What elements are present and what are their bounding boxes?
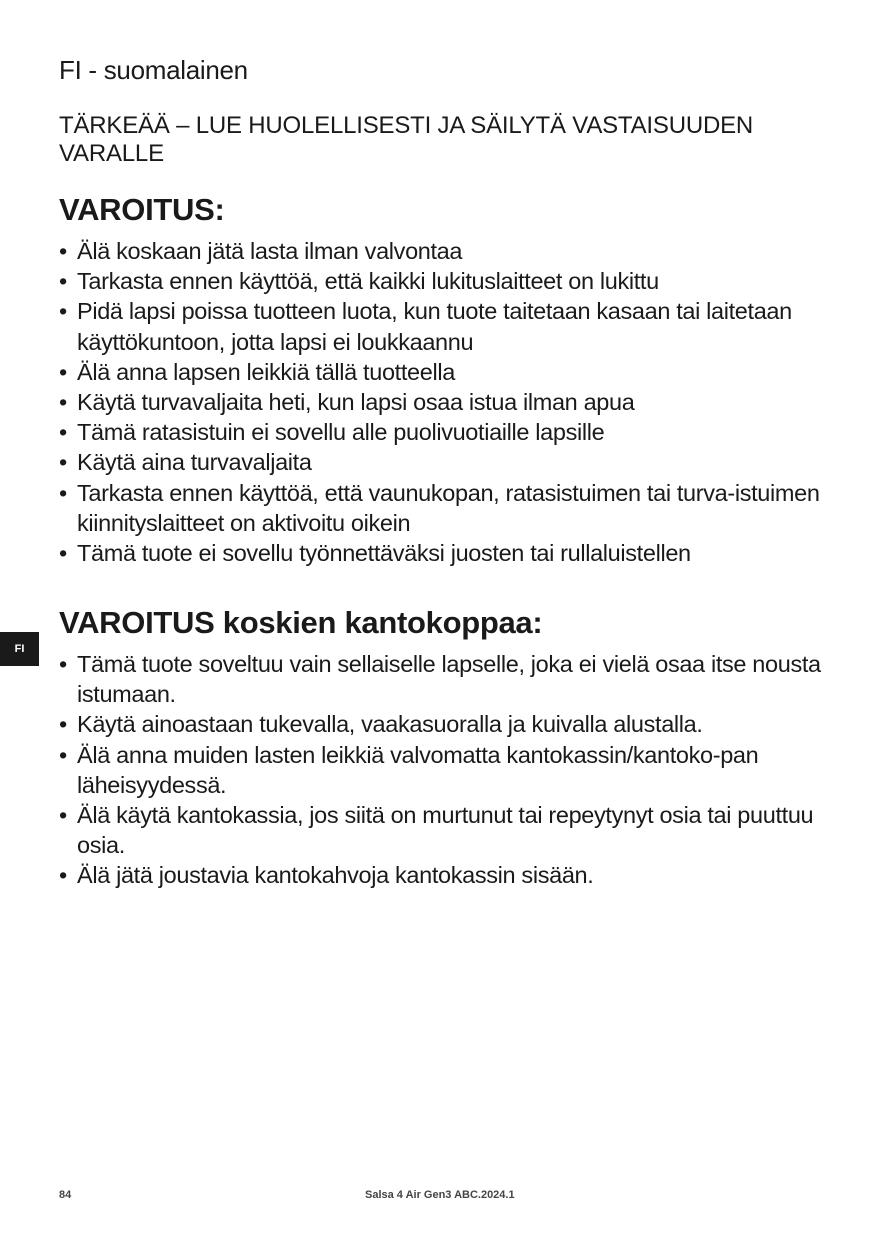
list-item: • Älä anna lapsen leikkiä tällä tuotteella	[59, 357, 829, 387]
language-side-tab: FI	[0, 632, 39, 666]
list-item: • Käytä turvavaljaita heti, kun lapsi osaa istua ilman apua	[59, 387, 829, 417]
list-item: • Älä käytä kantokassia, jos siitä on murtunut tai repeytynyt osia tai puuttuu osia.	[59, 802, 814, 859]
list-item: • Käytä aina turvavaljaita	[59, 447, 829, 477]
list-item: • Käytä ainoastaan tukevalla, vaakasuoralla ja kuivalla alustalla.	[59, 709, 829, 739]
warning-title: VAROITUS:	[59, 192, 225, 227]
warning-section-carrycot	[59, 603, 829, 891]
bullet-icon: •	[59, 419, 67, 446]
list-item: • Tarkasta ennen käyttöä, että vaunukopan, ratasistuimen tai turva-istuimen kiinnityslaitteet on aktivoitu oikein	[59, 479, 820, 536]
bullet-icon: •	[59, 298, 67, 325]
warning-title: VAROITUS koskien kantokoppaa:	[59, 605, 543, 640]
list-item: • Pidä lapsi poissa tuotteen luota, kun tuote taitetaan kasaan tai laitetaan käyttökuntoon, jotta lapsi ei loukkaannu	[59, 298, 792, 355]
list-item: • Älä jätä joustavia kantokahvoja kantokassin sisään.	[59, 860, 829, 890]
bullet-icon: •	[59, 358, 67, 385]
list-item: • Älä koskaan jätä lasta ilman valvontaa	[59, 236, 829, 266]
list-item: • Tämä tuote soveltuu vain sellaiselle lapselle, joka ei vielä osaa itse nousta istumaan.	[59, 651, 821, 708]
bullet-icon: •	[59, 862, 67, 889]
bullet-icon: •	[59, 711, 67, 738]
list-item: • Tarkasta ennen käyttöä, että kaikki lukituslaitteet on lukittu	[59, 266, 829, 296]
bullet-icon: •	[59, 389, 67, 416]
bullet-icon: •	[59, 479, 67, 506]
page-number: 84	[59, 1189, 72, 1201]
bullet-icon: •	[59, 651, 67, 677]
bullet-icon: •	[59, 238, 67, 264]
list-item: • Tämä tuote ei sovellu työnnettäväksi juosten tai rullaluistellen	[59, 538, 829, 568]
bullet-icon: •	[59, 268, 67, 295]
warning-list	[59, 236, 829, 568]
bullet-icon: •	[59, 540, 67, 567]
important-notice: TÄRKEÄÄ – LUE HUOLELLISESTI JA SÄILYTÄ VASTAISUUDEN VARALLE	[59, 112, 754, 167]
language-heading: FI - suomalainen	[59, 55, 248, 85]
list-item: • Tämä ratasistuin ei sovellu alle puolivuotiaille lapsille	[59, 417, 829, 447]
list-item: • Älä anna muiden lasten leikkiä valvomatta kantokassin/kantoko-pan läheisyydessä.	[59, 741, 759, 798]
warning-section-general	[59, 190, 829, 568]
document-id: Salsa 4 Air Gen3 ABC.2024.1	[365, 1189, 515, 1201]
bullet-icon: •	[59, 802, 67, 829]
bullet-icon: •	[59, 741, 67, 768]
warning-list	[59, 649, 829, 891]
bullet-icon: •	[59, 449, 67, 476]
